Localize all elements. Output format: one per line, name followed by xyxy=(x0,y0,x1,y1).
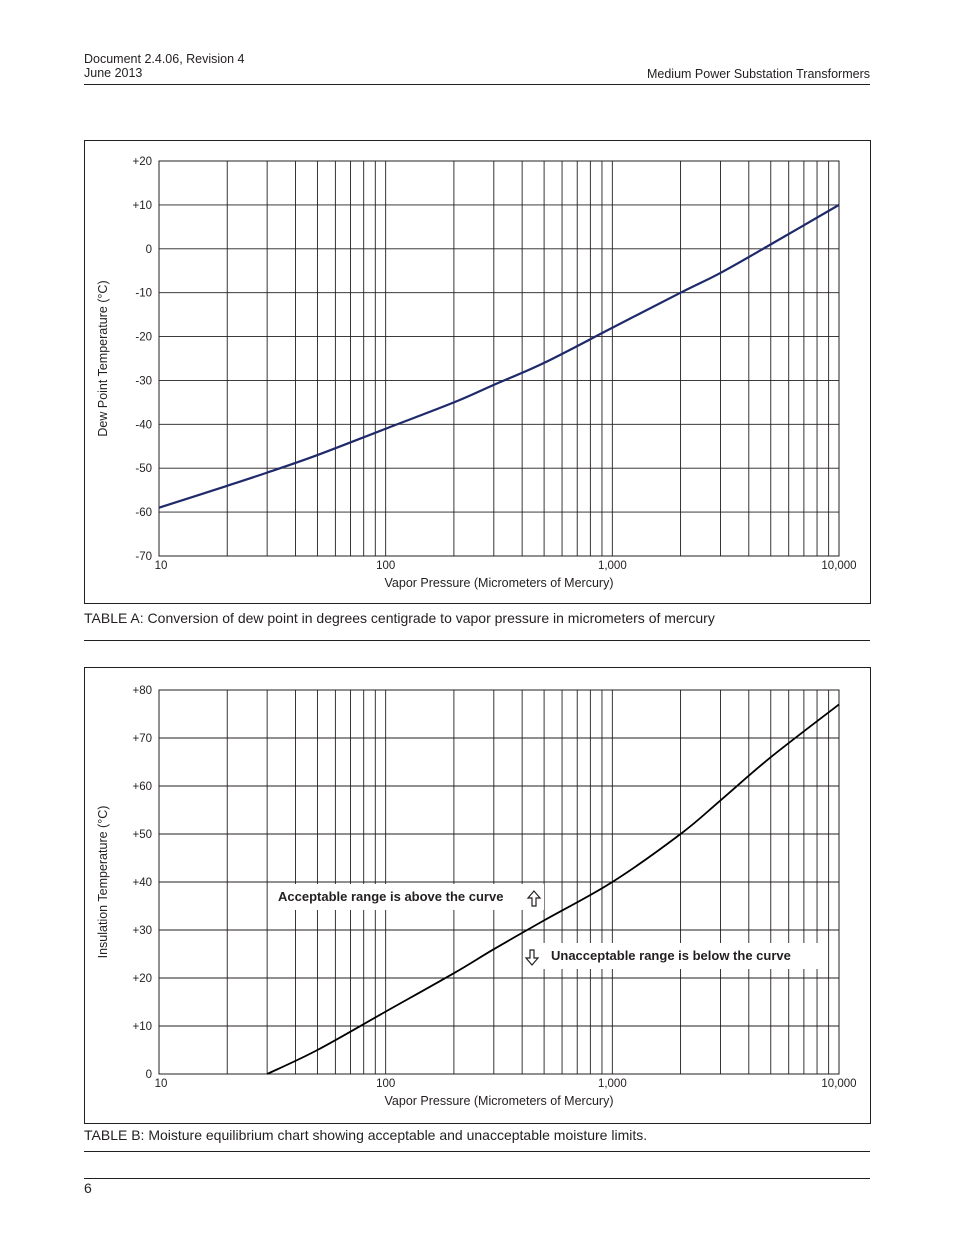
chart-b-annotation-acceptable: Acceptable range is above the curve xyxy=(278,889,504,904)
chart-a-y-tick-label: -30 xyxy=(135,375,152,388)
chart-a-x-axis-label: Vapor Pressure (Micrometers of Mercury) xyxy=(384,576,614,590)
chart-b-x-tick-label: 10 xyxy=(154,1078,168,1090)
chart-b-y-tick-label: 0 xyxy=(145,1069,152,1081)
chart-a-y-tick-label: -70 xyxy=(135,551,152,563)
document-title: Medium Power Substation Transformers xyxy=(646,67,870,81)
chart-a-y-tick-label: -20 xyxy=(135,331,152,344)
header-rule xyxy=(84,84,870,85)
chart-b-frame xyxy=(84,667,871,1124)
chart-b-rule xyxy=(84,1151,870,1152)
chart-a-y-tick-label: +10 xyxy=(132,199,152,212)
chart-b-x-tick-label: 100 xyxy=(376,1078,396,1090)
chart-a-y-tick-label: +20 xyxy=(132,156,152,168)
chart-b-y-tick-label: +10 xyxy=(132,1021,152,1033)
chart-b-y-axis-label: Insulation Temperature (°C) xyxy=(96,805,110,959)
chart-b-y-tick-label: +40 xyxy=(132,877,152,889)
chart-b-y-tick-label: +60 xyxy=(132,781,152,793)
chart-b-y-tick-label: +80 xyxy=(132,685,152,697)
chart-b-y-tick-label: +50 xyxy=(132,829,152,841)
chart-b-x-tick-label: 1,000 xyxy=(597,1078,627,1090)
chart-a-x-tick-label: 100 xyxy=(376,560,396,572)
document-date: June 2013 xyxy=(84,66,143,80)
chart-a-x-tick-label: 1,000 xyxy=(597,560,627,572)
chart-a-y-tick-label: -10 xyxy=(135,287,152,300)
footer-rule xyxy=(84,1178,870,1179)
chart-a xyxy=(85,141,870,603)
chart-a-x-tick-label: 10 xyxy=(154,560,168,572)
chart-a-y-axis-label: Dew Point Temperature (°C) xyxy=(96,280,110,437)
chart-a-series-line-0 xyxy=(159,205,839,508)
document-number: Document 2.4.06, Revision 4 xyxy=(84,52,245,66)
chart-b-x-tick-label: 10,000 xyxy=(821,1078,857,1090)
chart-a-x-tick-label: 10,000 xyxy=(821,560,857,572)
chart-b xyxy=(85,668,870,1123)
chart-a-caption: TABLE A: Conversion of dew point in degrees centigrade to vapor pressure in micrometers of mercury xyxy=(84,610,715,626)
chart-b-x-axis-label: Vapor Pressure (Micrometers of Mercury) xyxy=(384,1094,614,1108)
chart-a-y-tick-label: -40 xyxy=(135,419,152,432)
chart-a-y-tick-label: 0 xyxy=(145,243,152,256)
chart-a-plot-area xyxy=(159,161,839,556)
chart-a-y-tick-label: -50 xyxy=(135,463,152,476)
chart-a-frame xyxy=(84,140,871,604)
document-info xyxy=(84,52,245,80)
chart-a-rule xyxy=(84,640,870,641)
chart-b-y-tick-label: +70 xyxy=(132,733,152,745)
page-number: 6 xyxy=(84,1180,92,1196)
chart-b-annotation-unacceptable: Unacceptable range is below the curve xyxy=(551,948,791,963)
chart-b-caption: TABLE B: Moisture equilibrium chart showing acceptable and unacceptable moisture limits. xyxy=(84,1127,648,1143)
chart-b-y-tick-label: +30 xyxy=(132,925,152,937)
chart-b-y-tick-label: +20 xyxy=(132,973,152,985)
chart-a-y-tick-label: -60 xyxy=(135,507,152,520)
